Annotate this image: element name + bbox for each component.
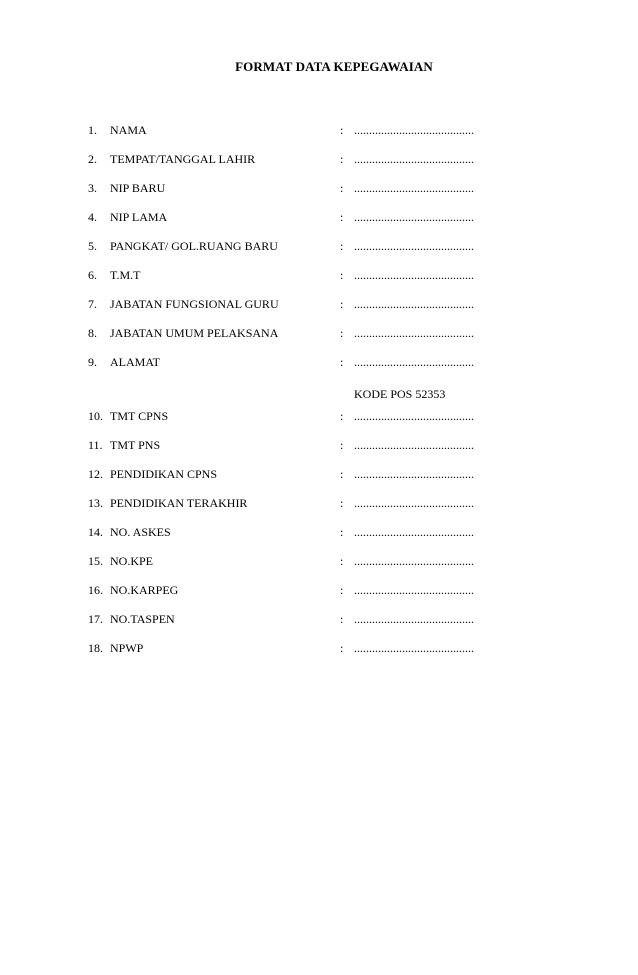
row-separator: :	[340, 409, 344, 423]
row-number: 1.	[88, 123, 97, 137]
row-separator: :	[340, 496, 344, 510]
row-separator: :	[340, 297, 344, 311]
row-separator: :	[340, 181, 344, 195]
row-label: PENDIDIKAN CPNS	[110, 467, 218, 481]
row-number: 2.	[88, 152, 97, 166]
row-separator: :	[340, 152, 344, 166]
row-fill-line: ........................................	[354, 583, 474, 597]
row-number: 7.	[88, 297, 97, 311]
row-fill-line: ........................................	[354, 181, 474, 195]
form-row-jabatan-fungsional	[0, 297, 638, 326]
form-row-jabatan-umum	[0, 326, 638, 355]
row-label: NO.KARPEG	[110, 583, 179, 597]
row-separator: :	[340, 525, 344, 539]
row-fill-line: ........................................	[354, 210, 474, 224]
row-label: NIP LAMA	[110, 210, 168, 224]
row-number: 5.	[88, 239, 97, 253]
row-fill-line: ........................................	[354, 525, 474, 539]
form-row-tmt-cpns	[0, 409, 638, 438]
row-label: TMT PNS	[110, 438, 161, 452]
row-fill-line: ........................................	[354, 467, 474, 481]
form-row-kode-pos	[0, 384, 638, 409]
row-label: JABATAN FUNGSIONAL GURU	[110, 297, 279, 311]
form-row-tmt	[0, 268, 638, 297]
row-fill-line: ........................................	[354, 641, 474, 655]
row-number: 14.	[88, 525, 103, 539]
row-separator: :	[340, 641, 344, 655]
form-row-no-askes	[0, 525, 638, 554]
row-number: 9.	[88, 355, 97, 369]
row-separator: :	[340, 326, 344, 340]
row-number: 10.	[88, 409, 103, 423]
row-separator: :	[340, 583, 344, 597]
row-separator: :	[340, 612, 344, 626]
form-row-nama	[0, 123, 638, 152]
form-row-tmt-pns	[0, 438, 638, 467]
row-fill-line: ........................................	[354, 123, 474, 137]
form-row-npwp	[0, 641, 638, 670]
row-label: JABATAN UMUM PELAKSANA	[110, 326, 279, 340]
row-fill-line: ........................................	[354, 152, 474, 166]
row-separator: :	[340, 355, 344, 369]
form-field-list	[0, 123, 638, 670]
row-label: PANGKAT/ GOL.RUANG BARU	[110, 239, 278, 253]
row-number: 16.	[88, 583, 103, 597]
row-separator: :	[340, 554, 344, 568]
row-number: 4.	[88, 210, 97, 224]
row-number: 15.	[88, 554, 103, 568]
row-fill-line: ........................................	[354, 239, 474, 253]
row-fill-line: ........................................	[354, 612, 474, 626]
row-label: TMT CPNS	[110, 409, 169, 423]
postal-code-note: KODE POS 52353	[354, 387, 446, 401]
form-row-no-karpeg	[0, 583, 638, 612]
row-number: 6.	[88, 268, 97, 282]
row-fill-line: ........................................	[354, 554, 474, 568]
row-fill-line: ........................................	[354, 355, 474, 369]
row-label: PENDIDIKAN TERAKHIR	[110, 496, 248, 510]
row-separator: :	[340, 467, 344, 481]
form-row-no-taspen	[0, 612, 638, 641]
row-label: NPWP	[110, 641, 144, 655]
form-row-nip-baru	[0, 181, 638, 210]
form-row-tempat-tanggal-lahir	[0, 152, 638, 181]
row-label: ALAMAT	[110, 355, 160, 369]
row-fill-line: ........................................	[354, 496, 474, 510]
row-separator: :	[340, 123, 344, 137]
row-label: NAMA	[110, 123, 147, 137]
form-row-alamat	[0, 355, 638, 384]
row-number: 17.	[88, 612, 103, 626]
form-row-pangkat	[0, 239, 638, 268]
row-label: NO. ASKES	[110, 525, 171, 539]
row-label: T.M.T	[110, 268, 141, 282]
row-separator: :	[340, 239, 344, 253]
row-fill-line: ........................................	[354, 268, 474, 282]
row-number: 3.	[88, 181, 97, 195]
row-separator: :	[340, 438, 344, 452]
row-label: NIP BARU	[110, 181, 166, 195]
form-row-pendidikan-terakhir	[0, 496, 638, 525]
row-number: 18.	[88, 641, 103, 655]
row-number: 13.	[88, 496, 103, 510]
row-label: NO.KPE	[110, 554, 154, 568]
row-fill-line: ........................................	[354, 438, 474, 452]
form-row-pendidikan-cpns	[0, 467, 638, 496]
document-title: FORMAT DATA KEPEGAWAIAN	[235, 59, 433, 74]
row-separator: :	[340, 268, 344, 282]
form-row-nip-lama	[0, 210, 638, 239]
row-separator: :	[340, 210, 344, 224]
row-label: TEMPAT/TANGGAL LAHIR	[110, 152, 256, 166]
row-number: 12.	[88, 467, 103, 481]
row-fill-line: ........................................	[354, 409, 474, 423]
row-number: 11.	[88, 438, 103, 452]
form-row-no-kpe	[0, 554, 638, 583]
row-label: NO.TASPEN	[110, 612, 175, 626]
row-fill-line: ........................................	[354, 326, 474, 340]
row-fill-line: ........................................	[354, 297, 474, 311]
row-number: 8.	[88, 326, 97, 340]
